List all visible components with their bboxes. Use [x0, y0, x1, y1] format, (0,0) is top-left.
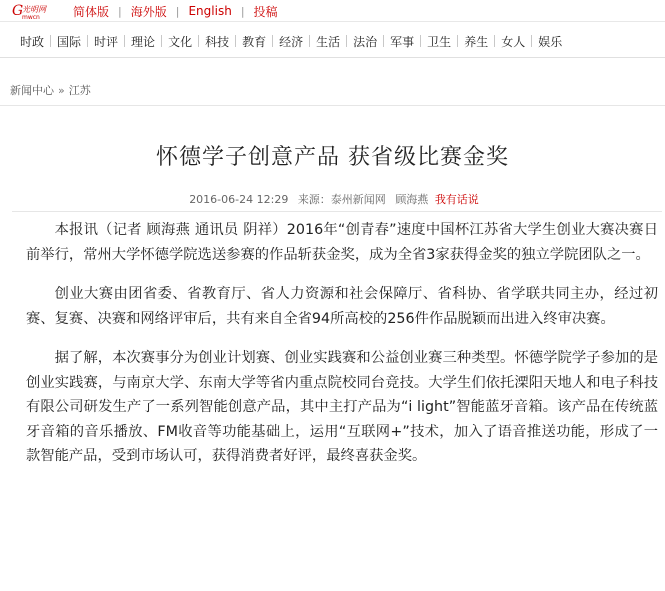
channel-nav	[0, 30, 665, 52]
top-bar	[0, 0, 665, 22]
nav-item-theory[interactable]: 理论	[131, 34, 156, 49]
article-source: 来源：泰州新闻网	[297, 193, 386, 206]
article-date: 2016-06-24 12:29	[189, 193, 289, 206]
divider: |	[175, 4, 180, 18]
link-simplified[interactable]: 简体版	[73, 4, 110, 19]
divider: |	[240, 4, 245, 18]
top-links	[73, 3, 278, 19]
svg-text:G: G	[12, 3, 24, 19]
nav-item-commentary[interactable]: 时评	[94, 34, 119, 49]
nav-item-entertainment[interactable]: 娱乐	[538, 34, 563, 49]
nav-item-life[interactable]: 生活	[316, 34, 341, 49]
meta-divider	[12, 211, 662, 212]
article-paragraph: 据了解，本次赛事分为创业计划赛、创业实践赛和公益创业赛三种类型。怀德学院学子参加的是创业实践赛，与南京大学、东南大学等省内重点院校同台竞技。大学生们依托溧阳天地人和电子科技有限公司研发生产了一系列智能创意产品，其中主打产品为“i light”智能蓝牙音箱。该产品在传统蓝牙音箱的音乐播放、FM收音等功能基础上，运用“互联网+”技术，加入了语音推送功能，形成了一款智能产品，受到市场认可，获得消费者好评，最终喜获金奖。	[26, 350, 658, 464]
breadcrumb-separator: »	[58, 83, 65, 97]
divider: |	[118, 4, 122, 18]
svg-text:mwcn: mwcn	[22, 14, 40, 20]
nav-item-tech[interactable]: 科技	[205, 34, 230, 49]
breadcrumb	[10, 82, 91, 98]
article-author: 顾海燕	[395, 193, 429, 206]
nav-item-politics[interactable]: 时政	[20, 34, 45, 49]
link-submit[interactable]: 投稿	[253, 4, 278, 19]
breadcrumb-current[interactable]: 江苏	[68, 84, 91, 97]
nav-item-education[interactable]: 教育	[242, 34, 267, 49]
nav-item-women[interactable]: 女人	[501, 34, 526, 49]
comment-link[interactable]: 我有话说	[434, 193, 479, 206]
nav-item-culture[interactable]: 文化	[168, 34, 193, 49]
svg-text:光明网: 光明网	[22, 5, 46, 14]
nav-divider-line	[0, 57, 665, 58]
nav-item-health[interactable]: 卫生	[427, 34, 452, 49]
nav-item-economy[interactable]: 经济	[279, 34, 304, 49]
nav-item-military[interactable]: 军事	[390, 34, 415, 49]
breadcrumb-divider	[0, 105, 665, 106]
nav-item-law[interactable]: 法治	[353, 34, 378, 49]
article-meta	[0, 191, 665, 207]
link-english[interactable]: English	[188, 4, 232, 18]
link-overseas[interactable]: 海外版	[130, 4, 167, 19]
article-title: 怀德学子创意产品 获省级比赛金奖	[156, 145, 509, 170]
article-body	[26, 218, 658, 484]
article-paragraph: 创业大赛由团省委、省教育厅、省人力资源和社会保障厅、省科协、省学联共同主办，经过初赛、复赛、决赛和网络评审后，共有来自全省94所高校的256件作品脱颖而出进入终审决赛。	[26, 286, 658, 327]
breadcrumb-home[interactable]: 新闻中心	[10, 84, 54, 97]
nav-item-wellness[interactable]: 养生	[464, 34, 489, 49]
article-paragraph: 本报讯（记者 顾海燕 通讯员 阴祥）2016年“创青春”速度中国杯江苏省大学生创业大赛决赛日前举行，常州大学怀德学院选送参赛的作品斩获金奖，成为全省3家获得金奖的独立学院团队之一。	[26, 222, 658, 263]
nav-item-international[interactable]: 国际	[57, 34, 82, 49]
site-logo[interactable]	[12, 2, 64, 20]
